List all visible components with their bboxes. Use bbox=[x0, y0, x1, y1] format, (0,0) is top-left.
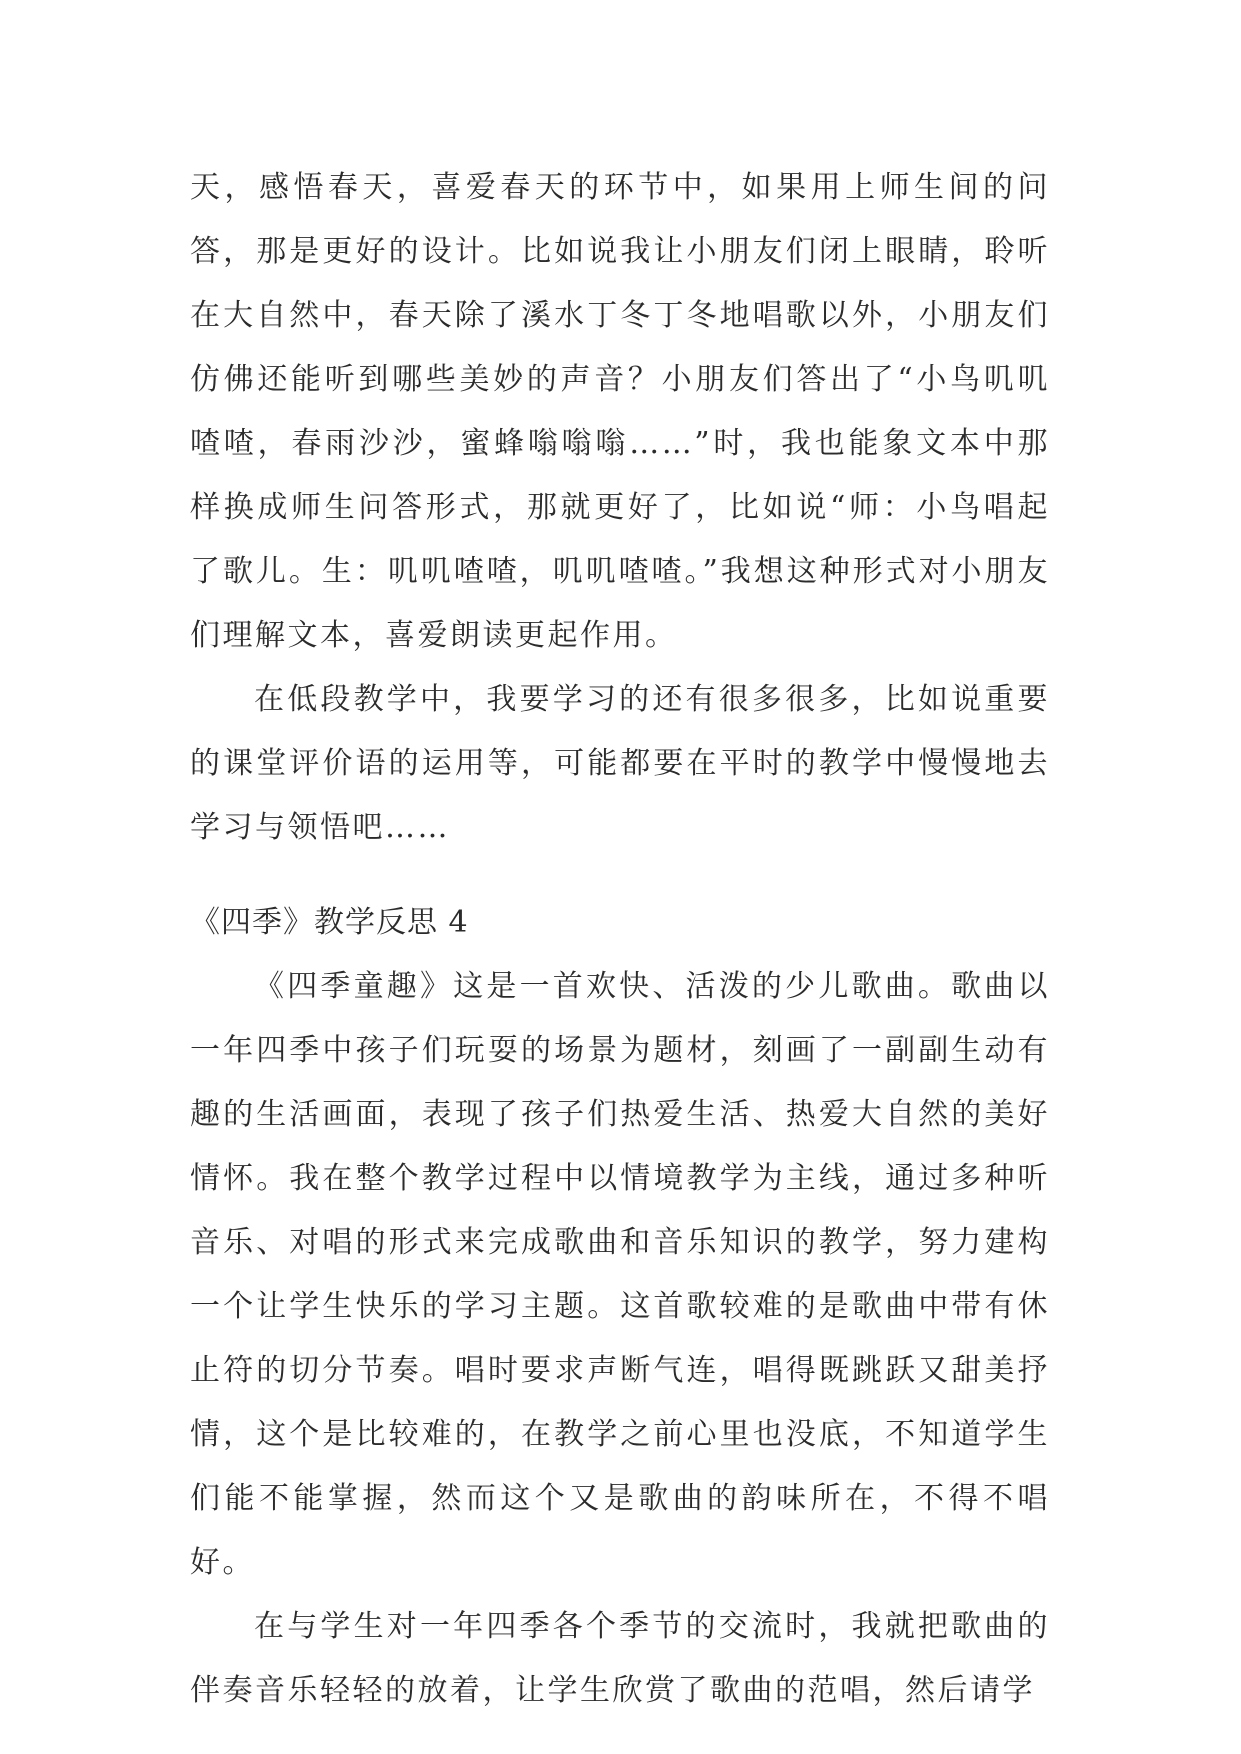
body-paragraph: 天，感悟春天，喜爱春天的环节中，如果用上师生间的问答，那是更好的设计。比如说我让小朋友们闭上眼睛，聆听在大自然中，春天除了溪水丁冬丁冬地唱歌以外，小朋友们仿佛还能听到哪些美妙的声音？小朋友们答出了“小鸟叽叽喳喳，春雨沙沙，蜜蜂嗡嗡嗡……”时，我也能象文本中那样换成师生问答形式，那就更好了，比如说“师：小鸟唱起了歌儿。生：叽叽喳喳，叽叽喳喳。”我想这种形式对小朋友们理解文本，喜爱朗读更起作用。 bbox=[190, 170, 1050, 653]
body-paragraph: 《四季童趣》这是一首欢快、活泼的少儿歌曲。歌曲以一年四季中孩子们玩耍的场景为题材，刻画了一副副生动有趣的生活画面，表现了孩子们热爱生活、热爱大自然的美好情怀。我在整个教学过程中以情境教学为主线，通过多种听音乐、对唱的形式来完成歌曲和音乐知识的教学，努力建构一个让学生快乐的学习主题。这首歌较难的是歌曲中带有休止符的切分节奏。唱时要求声断气连，唱得既跳跃又甜美抒情，这个是比较难的，在教学之前心里也没底，不知道学生们能不能掌握，然而这个又是歌曲的韵味所在，不得不唱好。 bbox=[190, 969, 1050, 1580]
previous-section-continuation bbox=[190, 156, 1050, 860]
body-paragraph: 在与学生对一年四季各个季节的交流时，我就把歌曲的伴奏音乐轻轻的放着，让学生欣赏了歌曲的范唱，然后请学 bbox=[190, 1609, 1050, 1708]
section-reflection-4 bbox=[190, 891, 1050, 1723]
body-paragraph: 在低段教学中，我要学习的还有很多很多，比如说重要的课堂评价语的运用等，可能都要在平时的教学中慢慢地去学习与领悟吧…… bbox=[190, 682, 1050, 845]
section-heading: 《四季》教学反思 4 bbox=[190, 905, 469, 940]
